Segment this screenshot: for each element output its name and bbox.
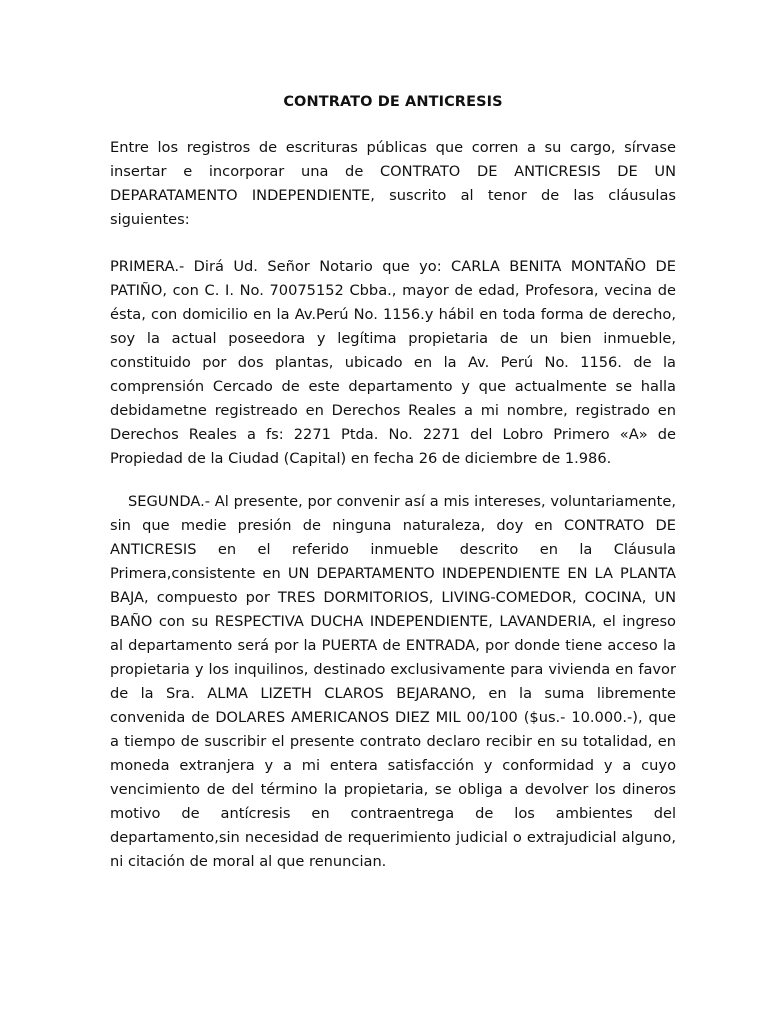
paragraph-primera: PRIMERA.- Dirá Ud. Señor Notario que yo: CARLA BENITA MONTAÑO DE PATIÑO, con C. I. No. 70075152 Cbba., mayor de edad, Profesora, vecina de ésta, con domicilio en la Av.Perú No. 1156.y hábil en toda forma de derecho, soy la actual poseedora y legítima propietaria de un bien inmueble, constituido por dos plantas, ubicado en la Av. Perú No. 1156. de la comprensión Cercado de este departamento y que actualmente se halla debidametne registreado en Derechos Reales a mi nombre, registrado en Derechos Reales a fs: 2271 Ptda. No. 2271 del Lobro Primero «A» de Propiedad de la Ciudad (Capital) en fecha 26 de diciembre de 1.986. <box>110 258 676 467</box>
document-title: CONTRATO DE ANTICRESIS <box>283 94 503 110</box>
paragraph-segunda: SEGUNDA.- Al presente, por convenir así a mis intereses, voluntariamente, sin que medie presión de ninguna naturaleza, doy en CONTRATO DE ANTICRESIS en el referido inmueble descrito en la Cláusula Primera,consistente en UN DEPARTAMENTO INDEPENDIENTE EN LA PLANTA BAJA, compuesto por TRES DORMITORIOS, LIVING-COMEDOR, COCINA, UN BAÑO con su RESPECTIVA DUCHA INDEPENDIENTE, LAVANDERIA, el ingreso al departamento será por la PUERTA de ENTRADA, por donde tiene acceso la propietaria y los inquilinos, destinado exclusivamente para vivienda en favor de la Sra. ALMA LIZETH CLAROS BEJARANO, en la suma libremente convenida de DOLARES AMERICANOS DIEZ MIL 00/100 ($us.- 10.000.-), que a tiempo de suscribir el presente contrato declaro recibir en su totalidad, en moneda extranjera y a mi entera satisfacción y conformidad y a cuyo vencimiento de del término la propietaria, se obliga a devolver los dineros motivo de antícresis en contraentrega de los ambientes del departamento,sin necesidad de requerimiento judicial o extrajudicial alguno, ni citación de moral al que renuncian. <box>110 493 676 870</box>
paragraph-intro: Entre los registros de escrituras públicas que corren a su cargo, sírvase insertar e incorporar una de CONTRATO DE ANTICRESIS DE UN DEPARATAMENTO INDEPENDIENTE, suscrito al tenor de las cláusulas siguientes: <box>110 139 676 228</box>
